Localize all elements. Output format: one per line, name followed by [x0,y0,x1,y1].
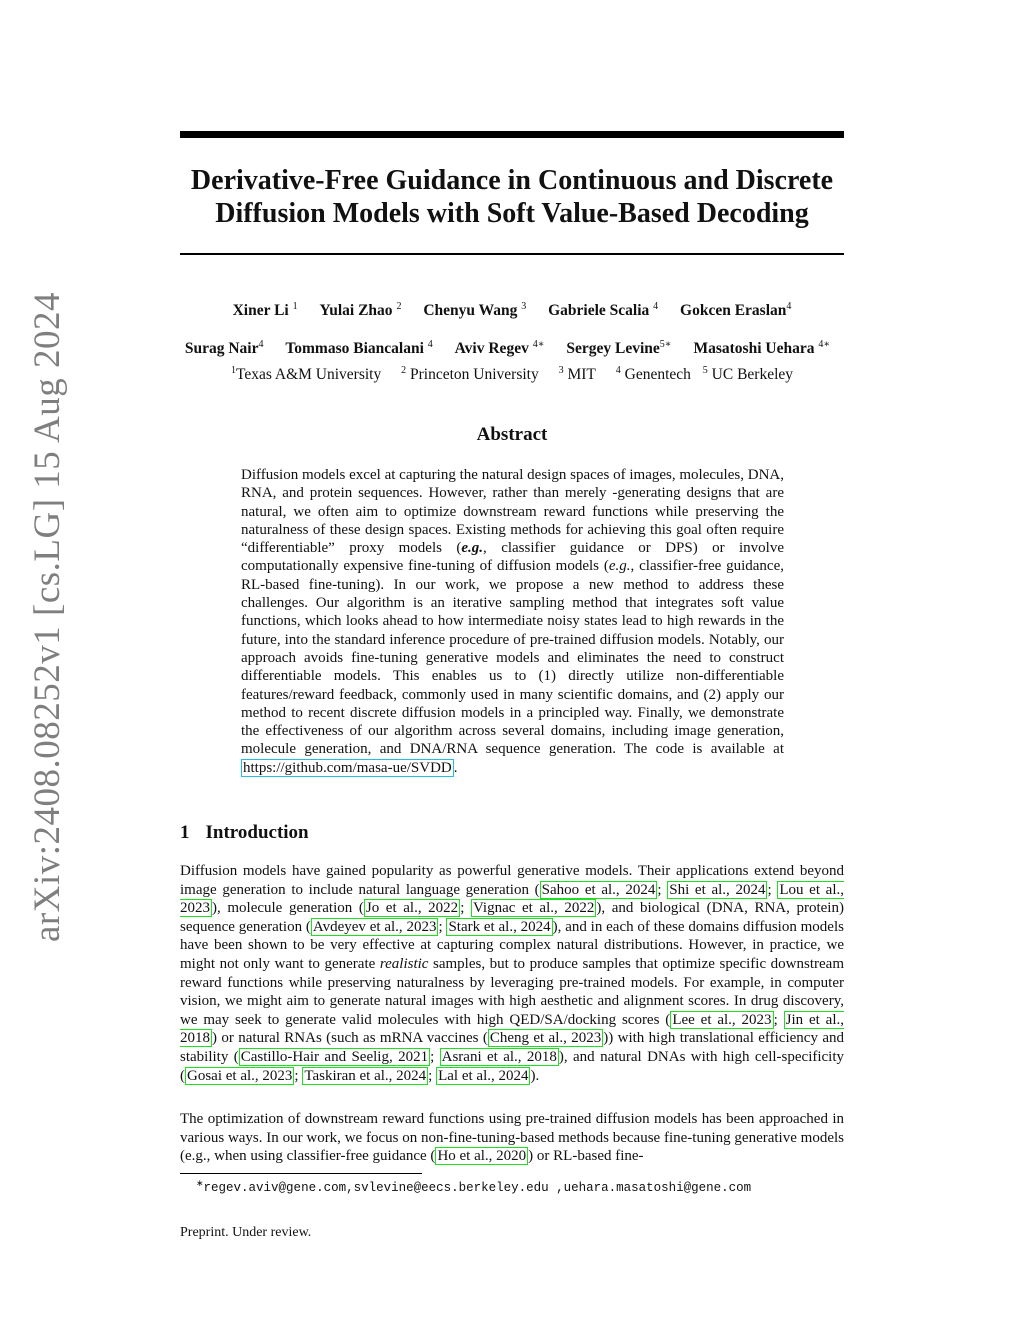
affiliations [170,360,854,386]
author: Yulai Zhao $^2$ [319,301,402,320]
intro-paragraph-2: The optimization of downstream reward functions using pre-trained diffusion models has been approached in various ways. In our work, we focus on non-fine-tuning-based methods because fine-tuning generative models (e.g., when using classifier-free guidance ( Ho et al., 2020 ) or RL-based fine- [180,1111,844,1165]
citation-link[interactable]: Lal et al., 2024 [438,1067,529,1084]
abstract-heading: Abstract [476,424,548,445]
citation-link[interactable]: Castillo-Hair and Seelig, 2021 [240,1048,429,1065]
preprint-note: Preprint. Under review. [180,1225,312,1240]
abstract-text: Diffusion models excel at capturing the natural design spaces of images, molecules, DNA, RNA, and protein sequences. However, rather than merely -generating designs that are natural, we often aim to optimize downstream reward functions while preserving the naturalness of these design spaces. Existing methods for achieving this goal often require “differentiable” proxy models (e.g., classifier guidance or DPS) or involve computationally expensive fine-tuning of diffusion models (e.g., classifier-free guidance, RL-based fine-tuning). In our work, we propose a new method to address these challenges. Our algorithm is an iterative sampling method that integrates soft value functions, which looks ahead to how intermediate noisy states lead to high rewards in the future, into the standard inference procedure of pre-trained diffusion models. Notably, our approach avoids fine-tuning generative models and eliminates the need to construct differentiable models. This enables us to (1) directly utilize non-differentiable features/reward feedback, commonly used in many scientific domains, and (2) apply our method to recent discrete diffusion models in a principled way. Finally, we demonstrate the effectiveness of our algorithm across several domains, including image generation, molecule generation, and DNA/RNA sequence generation. The code is available at https://github.com/masa-ue/SVDD . [241,467,785,776]
title-line-1: Derivative-Free Guidance in Continuous and Discrete [190,165,834,196]
citation-link[interactable]: Gosai et al., 2023 [187,1067,293,1084]
citation-link[interactable]: Sahoo et al., 2024 [541,881,656,898]
author: Surag Nair$^4$ [184,339,264,358]
author: Chenyu Wang $^3$ [423,301,527,320]
title-rule-bottom [180,253,844,255]
arxiv-identifier: arXiv:2408.08252v1 [cs.LG] 15 Aug 2024 [27,292,68,942]
citation-link[interactable]: Avdeyev et al., 2023 [312,918,437,935]
affiliation: $^2$ Princeton University [401,365,539,384]
author: Sergey Levine$^{5∗}$ [566,339,672,358]
author: Xiner Li $^1$ [232,301,298,320]
footnote-rule [180,1173,422,1174]
paper-title [180,164,844,230]
title-rule-top [180,131,844,138]
intro-paragraph-1: Diffusion models have gained popularity as powerful generative models. Their applications extend beyond image generation to include natural language generation ( Sahoo et al., 2024 ; Shi et al., 2024 ; Lou et al., 2023 ), molecule generation ( Jo et al., 2022 ; Vignac et al., 2022 ), and biological (DNA, RNA, protein) sequence generation ( Avdeyev et al., 2023 ; Stark et al., 2024 ), and in each of these domains diffusion models have been shown to be very effective at capturing complex natural distributions. However, in practice, we might not only want to generate realistic samples, but to produce samples that optimize specific downstream reward functions while preserving naturalness by leveraging pre-trained models. For example, in computer vision, we might aim to generate natural images with high aesthetic and alignment scores. In drug discovery, we may seek to generate valid molecules with high QED/SA/docking scores ( Lee et al., 2023 ; Jin et al., 2018 ) or natural RNAs (such as mRNA vaccines ( Cheng et al., 2023 )) with high translational efficiency and stability ( Castillo-Hair and Seelig, 2021 ; Asrani et al., 2018 ), and natural DNAs with high cell-specificity ( Gosai et al., 2023 ; Taskiran et al., 2024 ; Lal et al., 2024 ). [180,863,845,1084]
author: Masatoshi Uehara $^{4∗}$ [693,339,831,358]
citation-link[interactable]: Shi et al., 2024 [669,881,766,898]
affiliation: $^5$ UC Berkeley [702,365,794,384]
citation-link[interactable]: Stark et al., 2024 [448,918,551,935]
author-block [170,296,854,386]
author-row-1 [170,296,854,322]
section-heading-introduction: 1 Introduction [180,822,309,843]
citation-link[interactable]: Cheng et al., 2023 [489,1030,602,1047]
citation-link[interactable]: Taskiran et al., 2024 [304,1067,427,1084]
affiliation: $^4$ Genentech [615,365,691,384]
citation-link[interactable]: Lou et al., 2023 [180,881,844,917]
author: Gokcen Eraslan$^4$ [680,301,792,320]
citation-link[interactable]: Jin et al., 2018 [180,1011,845,1047]
code-link[interactable]: https://github.com/masa-ue/SVDD [243,759,452,776]
author-row-2 [170,334,854,360]
citation-link[interactable]: Vignac et al., 2022 [472,900,595,917]
citation-link[interactable]: Asrani et al., 2018 [441,1048,557,1065]
citation-link[interactable]: Jo et al., 2022 [365,900,459,917]
footnote-emails: ∗regev.aviv@gene.com,svlevine@eecs.berkeley.edu ,uehara.masatoshi@gene.com [196,1178,752,1196]
author: Gabriele Scalia $^4$ [548,301,659,320]
author: Aviv Regev $^{4∗}$ [454,339,545,358]
affiliation: $^1$Texas A&M University [230,365,382,384]
author: Tommaso Biancalani $^4$ [285,339,433,358]
affiliation: $^3$ MIT [558,365,596,384]
citation-link[interactable]: Ho et al., 2020 [437,1148,527,1165]
citation-link[interactable]: Lee et al., 2023 [672,1011,772,1028]
title-line-2: Diffusion Models with Soft Value-Based Decoding [215,198,809,229]
